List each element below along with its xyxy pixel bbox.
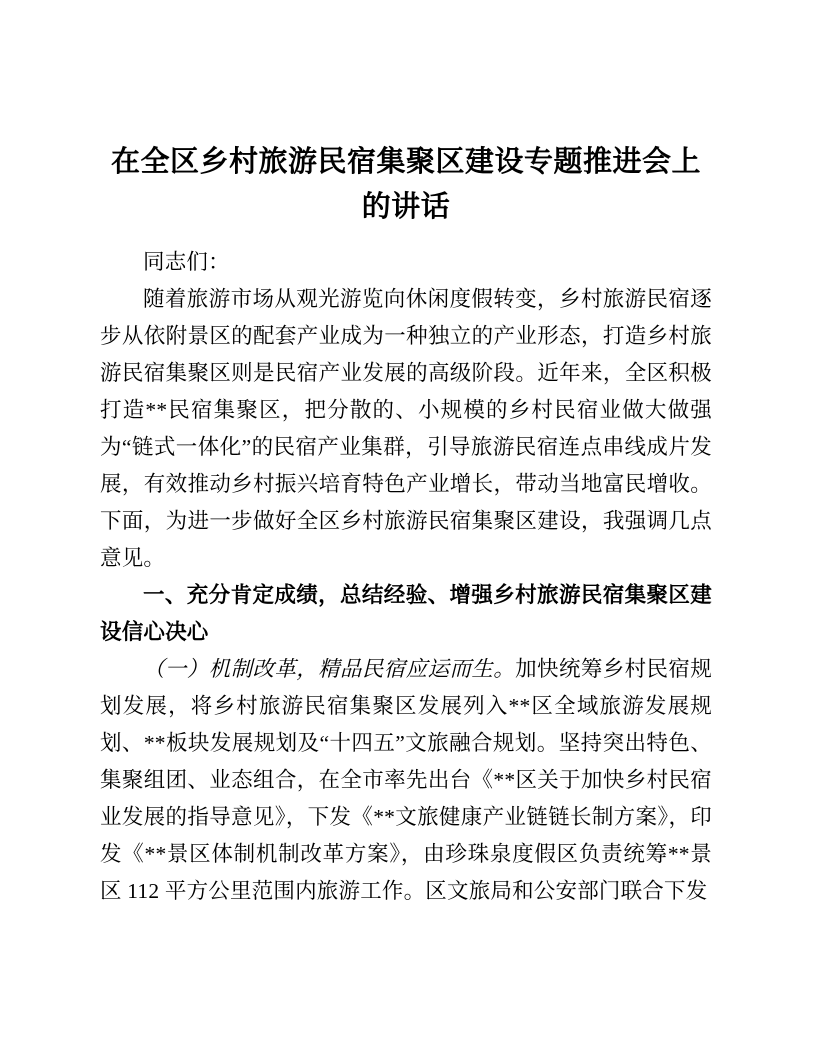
subsection-body: 加快统筹乡村民宿规划发展，将乡村旅游民宿集聚区发展列入**区全域旅游发展规划、**板块发展规划及“十四五”文旅融合规划。坚持突出特色、集聚组团、业态组合，在全市率先出台《**区关于加快乡村民宿业发展的指导意见》，下发《**文旅健康产业链链长制方案》，印发《**景区体制机制改革方案》，由珍珠泉度假区负责统筹**景区 112 平方公里范围内旅游工作。区文旅局和公安部门联合下发 [100, 657, 712, 903]
salutation: 同志们： [143, 250, 230, 274]
subsection-lead: （一）机制改革，精品民宿应运而生。 [143, 657, 516, 681]
document-title: 在全区乡村旅游民宿集聚区建设专题推进会上的讲话 [110, 146, 701, 223]
section-heading-1: 一、充分肯定成绩，总结经验、增强乡村旅游民宿集聚区建设信心决心 [100, 583, 712, 644]
intro-paragraph: 随着旅游市场从观光游览向休闲度假转变，乡村旅游民宿逐步从依附景区的配套产业成为一种独立的产业形态，打造乡村旅游民宿集聚区则是民宿产业发展的高级阶段。近年来，全区积极打造**民宿集聚区，把分散的、小规模的乡村民宿业做大做强为“链式一体化”的民宿产业集群，引导旅游民宿连点串线成片发展，有效推动乡村振兴培育特色产业增长，带动当地富民增收。下面，为进一步做好全区乡村旅游民宿集聚区建设，我强调几点意见。 [100, 287, 712, 570]
subsection-paragraph-1 [100, 651, 712, 910]
